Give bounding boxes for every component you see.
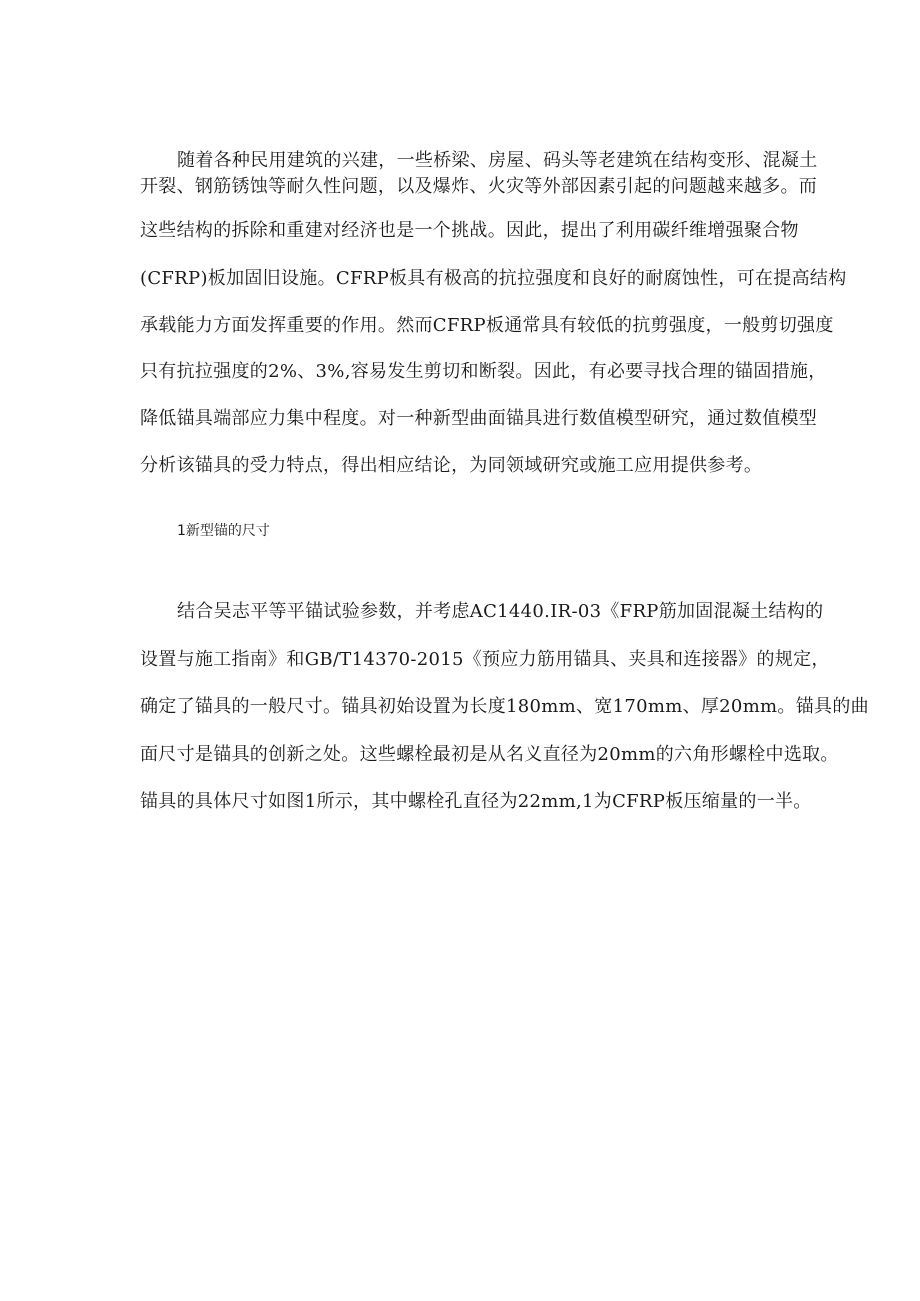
paragraph1-line: 随着各种民用建筑的兴建，一些桥梁、房屋、码头等老建筑在结构变形、混凝土 [177, 150, 818, 171]
paragraph2-line: 设置与施工指南》和GB/T14370-2015《预应力筋用锚具、夹具和连接器》的规定， [140, 649, 830, 670]
paragraph1-line: 这些结构的拆除和重建对经济也是一个挑战。因此，提出了利用碳纤维增强聚合物 [140, 220, 799, 241]
paragraph1-line: 降低锚具端部应力集中程度。对一种新型曲面锚具进行数值模型研究，通过数值模型 [140, 408, 818, 429]
paragraph1-line: (CFRP)板加固旧设施。CFRP板具有极高的抗拉强度和良好的耐腐蚀性，可在提高结构 [140, 268, 847, 289]
paragraph2-line: 面尺寸是锚具的创新之处。这些螺栓最初是从名义直径为20mm的六角形螺栓中选取。 [140, 744, 839, 765]
paragraph2-line: 确定了锚具的一般尺寸。锚具初始设置为长度180mm、宽170mm、厚20mm。锚具的曲 [140, 696, 869, 717]
paragraph2-line: 锚具的具体尺寸如图1所示，其中螺栓孔直径为22mm,1为CFRP板压缩量的一半。 [140, 791, 812, 812]
section-heading: 1新型锚的尺寸 [177, 523, 270, 539]
paragraph1-line: 只有抗拉强度的2%、3%,容易发生剪切和断裂。因此，有必要寻找合理的锚固措施， [140, 361, 827, 382]
paragraph2-line: 结合吴志平等平锚试验参数，并考虑AC1440.IR-03《FRP筋加固混凝土结构的 [177, 601, 824, 622]
paragraph1-line: 分析该锚具的受力特点，得出相应结论，为同领域研究或施工应用提供参考。 [140, 455, 763, 476]
paragraph1-line: 开裂、钢筋锈蚀等耐久性问题，以及爆炸、火灾等外部因素引起的问题越来越多。而 [140, 176, 818, 197]
paragraph1-line: 承载能力方面发挥重要的作用。然而CFRP板通常具有较低的抗剪强度，一般剪切强度 [140, 315, 834, 336]
